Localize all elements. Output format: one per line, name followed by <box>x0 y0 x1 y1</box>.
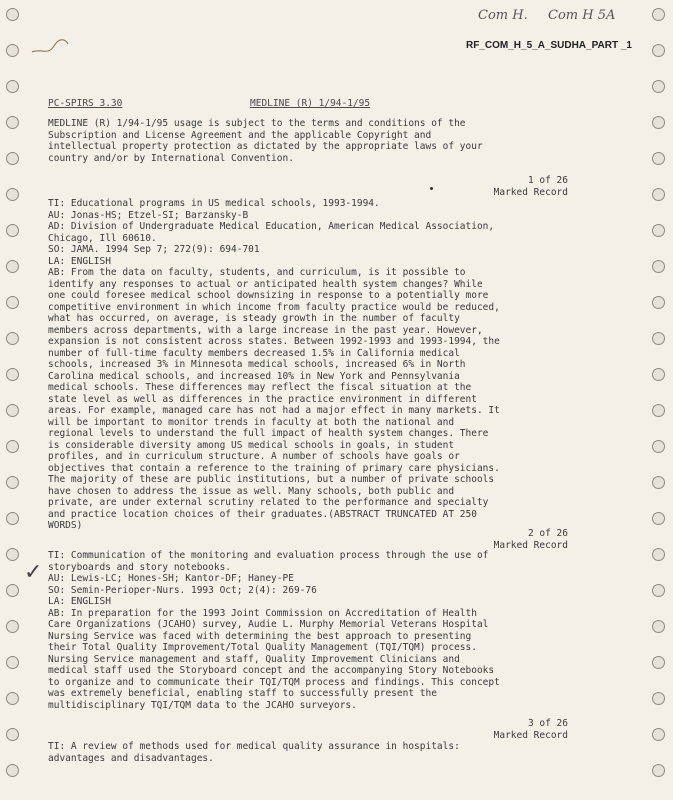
tractor-hole <box>6 260 19 273</box>
tractor-hole <box>652 440 665 453</box>
record-line: have chosen to address the issue as well. Many schools, both public and <box>48 485 455 497</box>
record-line: one could foresee medical school downsizing in response to a potentially more <box>48 290 489 301</box>
tractor-hole <box>6 728 19 741</box>
record-line: state level as well as differences in the practice environment in different <box>48 393 477 405</box>
record-line: AD: Division of Undergraduate Medical Education, American Medical Association, <box>48 221 495 232</box>
record-line: to organize and to communicate their TQI/TQM process and findings. This concept <box>48 676 500 688</box>
tractor-hole <box>6 620 19 633</box>
handwritten-checkmark: ✓ <box>24 560 43 585</box>
record-line: LA: ENGLISH <box>48 255 111 267</box>
tractor-hole <box>652 296 665 309</box>
record-counter: 3 of 26 <box>527 718 568 729</box>
record-line: Nursing Service was faced with determining the best approach to presenting <box>48 630 472 642</box>
record-line: their Total Quality Improvement/Total Quality Management (TQI/TQM) process. <box>48 642 477 653</box>
record-line: SO: Semin-Perioper-Nurs. 1993 Oct; 2(4): 269-76 <box>48 584 317 596</box>
record-line: medical schools. These differences may reflect the fiscal situation at the <box>48 382 472 393</box>
record-line: members across departments, with a large increase in the past year. However, <box>48 324 483 336</box>
pen-mark <box>30 30 70 60</box>
software-version: PC-SPIRS 3.30 <box>48 98 123 109</box>
tractor-hole <box>6 656 19 669</box>
notice-line: country and/or by International Convention. <box>48 152 294 164</box>
record-line: Chicago, Ill 60610. <box>48 232 157 244</box>
tractor-hole <box>652 476 665 489</box>
record-line: regional levels to understand the full impact of health system changes. There <box>48 428 489 439</box>
tractor-hole <box>6 548 19 561</box>
tractor-hole <box>6 152 19 165</box>
tractor-hole <box>652 8 665 21</box>
record-line: AU: Lewis-LC; Hones-SH; Kantor-DF; Haney-PE <box>48 573 294 584</box>
tractor-hole <box>6 296 19 309</box>
tractor-hole <box>652 584 665 597</box>
record-counter: 1 of 26 <box>527 175 568 186</box>
record-line: medical staff used the Storyboard concept and the accompanying Story Notebooks <box>48 665 495 676</box>
record-line: competitive environment in which income from faculty practice would be reduced, <box>48 301 500 313</box>
record-line: identify any responses to actual or anticipated health system changes? While <box>48 278 483 290</box>
tractor-hole <box>652 260 665 273</box>
record-line: TI: A review of methods used for medical quality assurance in hospitals: <box>48 741 460 752</box>
record-1-header <box>408 175 568 198</box>
notice-line: intellectual property protection as dictated by the appropriate laws of your <box>48 141 483 152</box>
document-id-stamp: RF_COM_H_5_A_SUDHA_PART _1 <box>466 40 632 51</box>
tractor-hole <box>6 476 19 489</box>
record-line: storyboards and story notebooks. <box>48 561 232 573</box>
tractor-hole <box>6 692 19 705</box>
record-line: TI: Educational programs in US medical schools, 1993-1994. <box>48 198 380 209</box>
tractor-hole <box>652 656 665 669</box>
record-line: private, are under external scrutiny related to the performance and specialty <box>48 497 489 508</box>
tractor-hole <box>6 404 19 417</box>
tractor-hole <box>652 548 665 561</box>
record-line: LA: ENGLISH <box>48 596 111 607</box>
record-3-header <box>408 718 568 741</box>
record-line: WORDS) <box>48 520 83 531</box>
tractor-hole <box>652 692 665 705</box>
tractor-hole <box>652 620 665 633</box>
record-line: SO: JAMA. 1994 Sep 7; 272(9): 694-701 <box>48 244 260 255</box>
record-line: TI: Communication of the monitoring and evaluation process through the use of <box>48 550 489 561</box>
record-line: and practice location choices of their graduates.(ABSTRACT TRUNCATED AT 250 <box>48 508 477 520</box>
tractor-hole <box>652 512 665 525</box>
record-counter: 2 of 26 <box>527 528 568 539</box>
handwritten-note-right: Com H 5A <box>548 8 616 23</box>
record-line: what has occurred, on average, is steady growth in the number of faculty <box>48 313 460 324</box>
record-line: was extremely beneficial, enabling staff to successfully present the <box>48 688 437 699</box>
tractor-hole <box>6 80 19 93</box>
record-line: Nursing Service management and staff, Quality Improvement Clinicians and <box>48 653 460 665</box>
tractor-hole <box>652 80 665 93</box>
record-line: AU: Jonas-HS; Etzel-SI; Barzansky-B <box>48 209 249 221</box>
record-line: AB: In preparation for the 1993 Joint Commission on Accreditation of Health <box>48 607 477 619</box>
record-2-body <box>48 550 500 711</box>
tractor-hole <box>652 116 665 129</box>
tractor-hole <box>652 368 665 381</box>
tractor-hole <box>6 764 19 777</box>
tractor-hole <box>6 116 19 129</box>
record-line: profiles, and in curriculum structure. A number of schools have goals or <box>48 451 460 462</box>
record-line: AB: From the data on faculty, students, and curriculum, is it possible to <box>48 267 466 278</box>
tractor-hole <box>652 332 665 345</box>
marked-record-label: Marked Record <box>493 539 568 551</box>
left-tractor-holes <box>0 0 22 800</box>
record-line: areas. For example, managed care has not had a major effect in many markets. It <box>48 405 500 416</box>
tractor-hole <box>6 8 19 21</box>
tractor-hole <box>6 332 19 345</box>
record-1-body <box>48 198 500 532</box>
database-name: MEDLINE (R) 1/94-1/95 <box>250 98 371 109</box>
tractor-hole <box>6 188 19 201</box>
tractor-hole <box>652 728 665 741</box>
record-2-header <box>408 528 568 551</box>
record-line: expansion is not consistent across states. Between 1992-1993 and 1993-1994, the <box>48 336 500 347</box>
record-line: multidisciplinary TQI/TQM data to the JCAHO surveyors. <box>48 699 357 711</box>
tractor-hole <box>652 44 665 57</box>
marked-record-label: Marked Record <box>493 729 568 741</box>
tractor-hole <box>6 512 19 525</box>
tractor-hole <box>6 368 19 381</box>
tractor-hole <box>652 224 665 237</box>
record-3-body <box>48 741 460 764</box>
notice-line: Subscription and License Agreement and the applicable Copyright and <box>48 129 432 141</box>
tractor-hole <box>6 440 19 453</box>
copyright-notice <box>48 118 548 164</box>
record-line: number of full-time faculty members decreased 1.5% in California medical <box>48 347 460 359</box>
tractor-hole <box>652 764 665 777</box>
tractor-hole <box>6 584 19 597</box>
notice-line: MEDLINE (R) 1/94-1/95 usage is subject to the terms and conditions of the <box>48 118 466 129</box>
record-line: advantages and disadvantages. <box>48 752 214 764</box>
tractor-hole <box>6 224 19 237</box>
right-tractor-holes <box>651 0 673 800</box>
tractor-hole <box>652 188 665 201</box>
record-line: Care Organizations (JCAHO) survey, Audie L. Murphy Memorial Veterans Hospital <box>48 619 489 630</box>
tractor-hole <box>6 44 19 57</box>
tractor-hole <box>652 152 665 165</box>
tractor-hole <box>652 404 665 417</box>
record-line: schools, increased 3% in Minnesota medical schools, increased 6% in North <box>48 359 466 370</box>
marked-record-label: Marked Record <box>493 186 568 198</box>
record-line: objectives that contain a reference to the training of primary care physicians. <box>48 462 500 474</box>
record-line: is considerable diversity among US medical schools in goals, in student <box>48 439 455 451</box>
handwritten-note-left: Com H. <box>478 8 528 23</box>
record-line: will be important to monitor trends in faculty at both the national and <box>48 416 455 428</box>
record-line: The majority of these are public institutions, but a number of private schools <box>48 474 495 485</box>
record-line: Carolina medical schools, and increased 10% in New York and Pennsylvania <box>48 370 460 382</box>
